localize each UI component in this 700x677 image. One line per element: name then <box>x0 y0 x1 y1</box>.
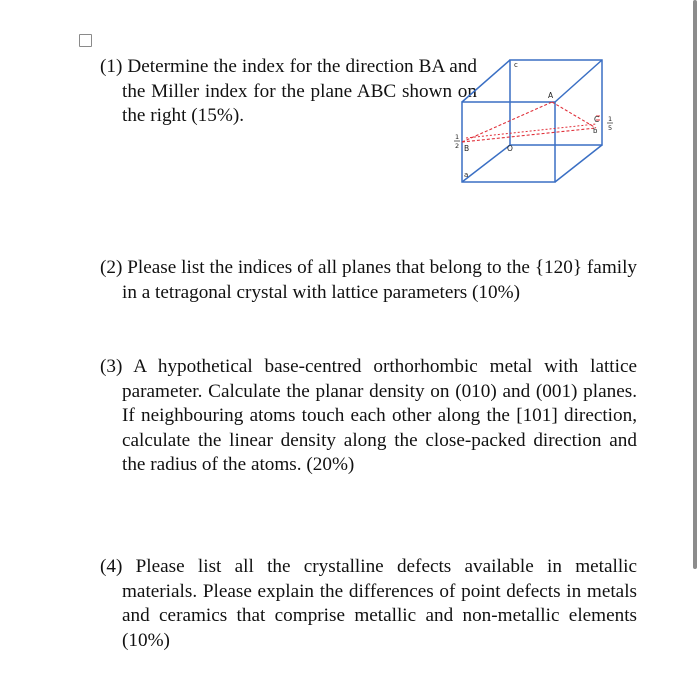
select-checkbox[interactable] <box>79 34 92 47</box>
label-point-a: A <box>548 91 554 100</box>
question-3-number: (3) <box>100 356 123 377</box>
front-face <box>462 102 555 182</box>
plane-edge-ac <box>552 102 596 128</box>
question-1-number: (1) <box>100 56 123 77</box>
vertical-scrollbar[interactable] <box>693 0 697 569</box>
edge-bottom-left <box>462 145 510 182</box>
plane-edge-bc <box>462 128 596 142</box>
frac-b-denominator: 2 <box>455 142 460 150</box>
question-3-text: A hypothetical base-centred orthorhombic metal with lattice parameter. Calculate the planar density on (010) and (001) planes. If neighbouring atoms touch each other along the [101] direction, calculate the linear density along the close-packed direction and the radius of the atoms. (20%) <box>122 356 637 475</box>
frac-b-numerator: 1 <box>455 133 460 141</box>
edge-bottom-right <box>555 145 602 182</box>
question-1-text: Determine the index for the direction BA and the Miller index for the plane ABC shown on the right (15%). <box>122 56 478 126</box>
question-4-text: Please list all the crystalline defects available in metallic materials. Please explain the differences of point defects in metals and ceramics that comprise metallic and non-metallic elements (10%) <box>122 556 638 651</box>
label-axis-c: c <box>514 61 518 69</box>
label-axis-a: a <box>464 171 469 179</box>
question-2-text: Please list the indices of all planes that belong to the {120} family in a tetragonal crystal with lattice parameters (10%) <box>122 257 638 303</box>
edge-top-right <box>555 60 602 102</box>
question-2-number: (2) <box>100 257 123 278</box>
question-4-number: (4) <box>100 556 123 577</box>
label-origin: O <box>507 144 513 153</box>
frac-c-numerator: 1 <box>608 115 613 123</box>
question-1 <box>100 55 477 129</box>
question-2 <box>100 256 637 305</box>
plane-edge-ba <box>462 102 552 142</box>
label-point-c: C <box>594 115 600 124</box>
edge-top-left <box>462 60 510 102</box>
label-axis-b: b <box>593 127 598 135</box>
question-4 <box>100 555 637 653</box>
frac-c-denominator: 5 <box>608 124 613 132</box>
label-point-b: B <box>464 144 470 153</box>
question-3 <box>100 355 637 478</box>
unit-cell-diagram <box>448 50 623 190</box>
